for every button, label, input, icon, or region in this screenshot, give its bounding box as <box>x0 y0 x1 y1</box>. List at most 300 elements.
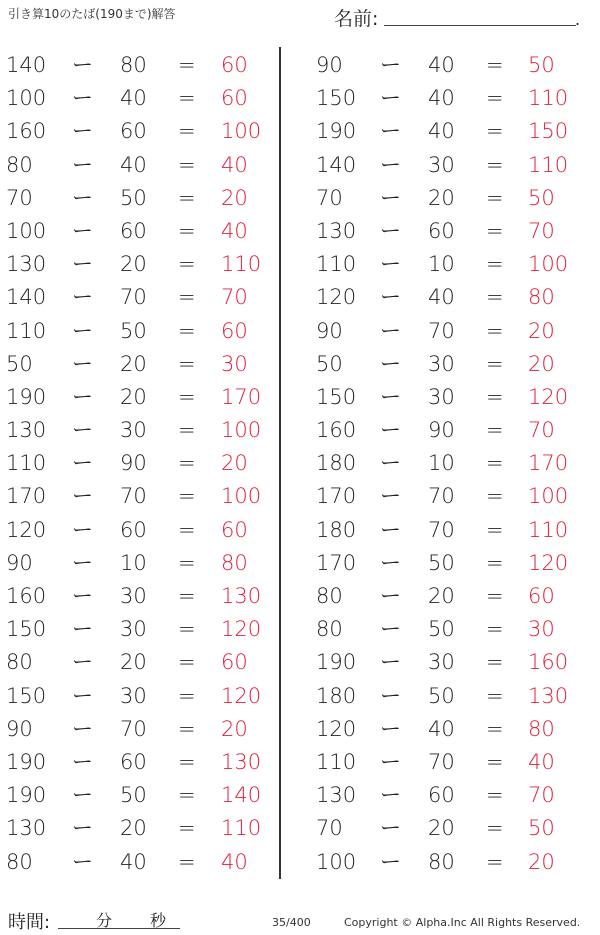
minuend: 80 <box>316 584 343 608</box>
minus-sign: ー <box>380 86 401 111</box>
minus-sign: ー <box>380 617 401 642</box>
answer: 110 <box>528 86 569 111</box>
problem-row <box>0 845 290 878</box>
subtrahend: 30 <box>120 617 147 642</box>
problem-row <box>0 380 290 413</box>
answer: 60 <box>221 517 248 542</box>
answer: 110 <box>528 152 569 177</box>
answer: 50 <box>528 816 555 841</box>
answer: 50 <box>528 185 555 210</box>
answer: 40 <box>528 749 555 774</box>
subtrahend: 30 <box>428 384 455 409</box>
minuend: 170 <box>316 550 357 575</box>
minus-sign: ー <box>72 517 93 542</box>
subtrahend: 50 <box>428 683 455 708</box>
minus-sign: ー <box>380 218 401 243</box>
subtrahend: 20 <box>428 584 455 608</box>
minuend: 90 <box>6 716 33 741</box>
minus-sign: ー <box>380 550 401 575</box>
minuend: 190 <box>316 650 357 675</box>
answer: 130 <box>221 749 262 774</box>
answer: 20 <box>528 849 555 874</box>
problems-right-column <box>300 48 590 878</box>
minuend: 90 <box>316 53 343 77</box>
minus-sign: ー <box>72 783 93 808</box>
equals-sign: = <box>486 218 504 243</box>
subtrahend: 10 <box>120 550 147 575</box>
equals-sign: = <box>178 152 196 177</box>
page-number: 35/400 <box>272 916 311 929</box>
minuend: 140 <box>316 152 357 177</box>
answer: 20 <box>528 318 555 343</box>
subtrahend: 30 <box>428 152 455 177</box>
subtrahend: 50 <box>428 550 455 575</box>
minuend: 110 <box>316 252 357 277</box>
minuend: 150 <box>316 384 357 409</box>
answer: 100 <box>221 484 262 509</box>
minus-sign: ー <box>380 683 401 708</box>
equals-sign: = <box>486 550 504 575</box>
subtrahend: 20 <box>120 384 147 409</box>
minuend: 130 <box>6 252 47 277</box>
problem-row <box>0 745 290 778</box>
problem-row <box>0 148 290 181</box>
equals-sign: = <box>486 86 504 111</box>
answer: 110 <box>528 517 569 542</box>
minuend: 160 <box>6 584 47 608</box>
problem-row <box>300 579 590 612</box>
equals-sign: = <box>178 451 196 476</box>
problem-row <box>300 612 590 645</box>
subtrahend: 60 <box>428 218 455 243</box>
subtrahend: 90 <box>428 418 455 443</box>
answer: 20 <box>221 185 248 210</box>
column-divider <box>279 47 281 879</box>
worksheet-title: 引き算10のたば(190まで)解答 <box>8 7 176 21</box>
problem-row <box>0 81 290 114</box>
problem-row <box>0 579 290 612</box>
problem-row <box>300 114 590 147</box>
equals-sign: = <box>486 816 504 841</box>
minuend: 110 <box>6 451 47 476</box>
problem-row <box>300 247 590 280</box>
minuend: 160 <box>6 119 47 144</box>
subtrahend: 60 <box>428 783 455 808</box>
problem-row <box>0 679 290 712</box>
subtrahend: 60 <box>120 119 147 144</box>
equals-sign: = <box>178 185 196 210</box>
equals-sign: = <box>178 683 196 708</box>
equals-sign: = <box>486 484 504 509</box>
minus-sign: ー <box>380 318 401 343</box>
minuend: 120 <box>6 517 47 542</box>
answer: 50 <box>528 53 555 77</box>
problem-row <box>300 513 590 546</box>
subtrahend: 70 <box>428 318 455 343</box>
minus-sign: ー <box>72 351 93 376</box>
minus-sign: ー <box>380 152 401 177</box>
minuend: 180 <box>316 517 357 542</box>
subtrahend: 70 <box>428 484 455 509</box>
subtrahend: 70 <box>120 285 147 310</box>
minus-sign: ー <box>380 849 401 874</box>
problem-row <box>0 314 290 347</box>
equals-sign: = <box>178 86 196 111</box>
answer: 40 <box>221 218 248 243</box>
minuend: 70 <box>316 816 343 841</box>
equals-sign: = <box>486 318 504 343</box>
subtrahend: 10 <box>428 252 455 277</box>
minuend: 80 <box>6 152 33 177</box>
answer: 20 <box>528 351 555 376</box>
minuend: 120 <box>316 716 357 741</box>
subtrahend: 20 <box>120 650 147 675</box>
answer: 40 <box>221 849 248 874</box>
seconds-label: 秒 <box>150 911 167 930</box>
minus-sign: ー <box>72 550 93 575</box>
minus-sign: ー <box>380 53 401 77</box>
answer: 70 <box>528 418 555 443</box>
minus-sign: ー <box>72 617 93 642</box>
answer: 100 <box>528 484 569 509</box>
minus-sign: ー <box>380 252 401 277</box>
problem-row <box>300 745 590 778</box>
minus-sign: ー <box>380 783 401 808</box>
problem-row <box>300 380 590 413</box>
answer: 100 <box>528 252 569 277</box>
minus-sign: ー <box>72 683 93 708</box>
minuend: 180 <box>316 683 357 708</box>
minus-sign: ー <box>380 517 401 542</box>
minus-sign: ー <box>72 285 93 310</box>
minuend: 90 <box>6 550 33 575</box>
equals-sign: = <box>486 783 504 808</box>
minus-sign: ー <box>72 749 93 774</box>
minus-sign: ー <box>380 384 401 409</box>
minuend: 160 <box>316 418 357 443</box>
equals-sign: = <box>178 384 196 409</box>
equals-sign: = <box>486 749 504 774</box>
problem-row <box>0 48 290 81</box>
equals-sign: = <box>486 53 504 77</box>
minus-sign: ー <box>72 152 93 177</box>
name-field-line[interactable] <box>384 25 576 26</box>
equals-sign: = <box>486 351 504 376</box>
time-label: 時間: <box>8 912 51 933</box>
minus-sign: ー <box>72 816 93 841</box>
answer: 130 <box>528 683 569 708</box>
minuend: 190 <box>6 384 47 409</box>
answer: 60 <box>221 650 248 675</box>
equals-sign: = <box>178 650 196 675</box>
equals-sign: = <box>486 617 504 642</box>
subtrahend: 30 <box>120 418 147 443</box>
answer: 60 <box>221 318 248 343</box>
subtrahend: 70 <box>120 716 147 741</box>
subtrahend: 30 <box>120 683 147 708</box>
answer: 100 <box>221 119 262 144</box>
minuend: 130 <box>6 418 47 443</box>
problem-row <box>300 48 590 81</box>
problem-row <box>0 114 290 147</box>
answer: 160 <box>528 650 569 675</box>
answer: 80 <box>528 716 555 741</box>
minuend: 190 <box>6 749 47 774</box>
minuend: 90 <box>316 318 343 343</box>
equals-sign: = <box>178 119 196 144</box>
answer: 100 <box>221 418 262 443</box>
equals-sign: = <box>486 252 504 277</box>
minus-sign: ー <box>72 53 93 77</box>
answer: 80 <box>528 285 555 310</box>
equals-sign: = <box>178 716 196 741</box>
problem-row <box>300 645 590 678</box>
answer: 110 <box>221 816 262 841</box>
minus-sign: ー <box>380 816 401 841</box>
minus-sign: ー <box>72 318 93 343</box>
minus-sign: ー <box>72 185 93 210</box>
minus-sign: ー <box>72 218 93 243</box>
subtrahend: 60 <box>120 218 147 243</box>
minus-sign: ー <box>72 418 93 443</box>
answer: 20 <box>221 716 248 741</box>
minus-sign: ー <box>72 252 93 277</box>
minus-sign: ー <box>380 650 401 675</box>
answer: 120 <box>528 550 569 575</box>
subtrahend: 40 <box>428 86 455 111</box>
minus-sign: ー <box>72 650 93 675</box>
answer: 60 <box>221 53 248 77</box>
equals-sign: = <box>486 152 504 177</box>
subtrahend: 30 <box>428 650 455 675</box>
problem-row <box>300 314 590 347</box>
answer: 130 <box>221 584 262 608</box>
answer: 70 <box>528 783 555 808</box>
minuend: 80 <box>316 617 343 642</box>
minuend: 120 <box>316 285 357 310</box>
answer: 120 <box>528 384 569 409</box>
equals-sign: = <box>178 749 196 774</box>
subtrahend: 40 <box>428 53 455 77</box>
equals-sign: = <box>178 517 196 542</box>
equals-sign: = <box>486 185 504 210</box>
equals-sign: = <box>178 849 196 874</box>
subtrahend: 40 <box>120 152 147 177</box>
equals-sign: = <box>486 517 504 542</box>
subtrahend: 60 <box>120 517 147 542</box>
problem-row <box>300 446 590 479</box>
subtrahend: 90 <box>120 451 147 476</box>
problem-row <box>300 413 590 446</box>
minuend: 140 <box>6 285 47 310</box>
problem-row <box>0 247 290 280</box>
problem-row <box>0 347 290 380</box>
equals-sign: = <box>486 119 504 144</box>
subtrahend: 20 <box>120 816 147 841</box>
problem-row <box>0 811 290 844</box>
problem-row <box>300 148 590 181</box>
equals-sign: = <box>178 617 196 642</box>
equals-sign: = <box>178 484 196 509</box>
equals-sign: = <box>178 816 196 841</box>
subtrahend: 10 <box>428 451 455 476</box>
problem-row <box>0 513 290 546</box>
problem-row <box>300 347 590 380</box>
subtrahend: 20 <box>120 252 147 277</box>
equals-sign: = <box>486 285 504 310</box>
answer: 70 <box>221 285 248 310</box>
equals-sign: = <box>486 384 504 409</box>
answer: 150 <box>528 119 569 144</box>
minuend: 150 <box>316 86 357 111</box>
subtrahend: 40 <box>428 285 455 310</box>
name-label: 名前: <box>334 8 379 30</box>
subtrahend: 40 <box>428 716 455 741</box>
minuend: 80 <box>6 849 33 874</box>
minuend: 130 <box>6 816 47 841</box>
minuend: 100 <box>6 218 47 243</box>
subtrahend: 30 <box>120 584 147 608</box>
problem-row <box>0 446 290 479</box>
answer: 80 <box>221 550 248 575</box>
minus-sign: ー <box>380 749 401 774</box>
problems-left-column <box>0 48 290 878</box>
minuend: 130 <box>316 783 357 808</box>
equals-sign: = <box>178 550 196 575</box>
problem-row <box>0 413 290 446</box>
problem-row <box>300 214 590 247</box>
minus-sign: ー <box>72 384 93 409</box>
minuend: 190 <box>6 783 47 808</box>
equals-sign: = <box>178 53 196 77</box>
name-line-dot: . <box>575 10 581 29</box>
answer: 20 <box>221 451 248 476</box>
minuend: 70 <box>316 185 343 210</box>
answer: 70 <box>528 218 555 243</box>
problem-row <box>0 645 290 678</box>
minus-sign: ー <box>380 119 401 144</box>
minuend: 130 <box>316 218 357 243</box>
problem-row <box>0 546 290 579</box>
minus-sign: ー <box>380 185 401 210</box>
subtrahend: 20 <box>120 351 147 376</box>
minuend: 170 <box>316 484 357 509</box>
answer: 60 <box>221 86 248 111</box>
subtrahend: 20 <box>428 185 455 210</box>
minuend: 80 <box>6 650 33 675</box>
equals-sign: = <box>178 318 196 343</box>
subtrahend: 70 <box>428 749 455 774</box>
minuend: 190 <box>316 119 357 144</box>
answer: 120 <box>221 683 262 708</box>
answer: 30 <box>221 351 248 376</box>
minuend: 150 <box>6 683 47 708</box>
equals-sign: = <box>178 285 196 310</box>
equals-sign: = <box>178 584 196 608</box>
subtrahend: 40 <box>120 849 147 874</box>
minus-sign: ー <box>72 451 93 476</box>
subtrahend: 50 <box>120 783 147 808</box>
minuend: 100 <box>316 849 357 874</box>
minus-sign: ー <box>380 418 401 443</box>
equals-sign: = <box>486 451 504 476</box>
problem-row <box>0 712 290 745</box>
answer: 120 <box>221 617 262 642</box>
equals-sign: = <box>178 783 196 808</box>
equals-sign: = <box>486 683 504 708</box>
subtrahend: 30 <box>428 351 455 376</box>
problem-row <box>0 612 290 645</box>
equals-sign: = <box>178 218 196 243</box>
minuend: 100 <box>6 86 47 111</box>
minus-sign: ー <box>72 119 93 144</box>
subtrahend: 80 <box>428 849 455 874</box>
problem-row <box>300 679 590 712</box>
minuend: 180 <box>316 451 357 476</box>
equals-sign: = <box>486 716 504 741</box>
minuend: 150 <box>6 617 47 642</box>
minuend: 170 <box>6 484 47 509</box>
answer: 110 <box>221 252 262 277</box>
answer: 140 <box>221 783 262 808</box>
minus-sign: ー <box>72 716 93 741</box>
subtrahend: 20 <box>428 816 455 841</box>
problem-row <box>300 712 590 745</box>
equals-sign: = <box>178 418 196 443</box>
minus-sign: ー <box>380 451 401 476</box>
subtrahend: 50 <box>428 617 455 642</box>
problem-row <box>0 479 290 512</box>
answer: 40 <box>221 152 248 177</box>
problem-row <box>300 845 590 878</box>
minus-sign: ー <box>72 849 93 874</box>
minus-sign: ー <box>380 584 401 608</box>
subtrahend: 70 <box>428 517 455 542</box>
minuend: 140 <box>6 53 47 77</box>
minus-sign: ー <box>380 285 401 310</box>
minuend: 50 <box>316 351 343 376</box>
subtrahend: 60 <box>120 749 147 774</box>
problem-row <box>300 479 590 512</box>
minus-sign: ー <box>72 86 93 111</box>
answer: 170 <box>221 384 262 409</box>
subtrahend: 80 <box>120 53 147 77</box>
equals-sign: = <box>178 252 196 277</box>
problem-row <box>0 778 290 811</box>
minus-sign: ー <box>380 484 401 509</box>
problem-row <box>300 778 590 811</box>
problem-row <box>300 81 590 114</box>
equals-sign: = <box>486 650 504 675</box>
minus-sign: ー <box>380 351 401 376</box>
subtrahend: 40 <box>120 86 147 111</box>
problem-row <box>0 214 290 247</box>
problem-row <box>300 181 590 214</box>
equals-sign: = <box>486 849 504 874</box>
minus-sign: ー <box>72 484 93 509</box>
subtrahend: 70 <box>120 484 147 509</box>
equals-sign: = <box>486 584 504 608</box>
problem-row <box>300 546 590 579</box>
answer: 60 <box>528 584 555 608</box>
minutes-label: 分 <box>96 911 113 930</box>
subtrahend: 40 <box>428 119 455 144</box>
copyright-notice: Copyright © Alpha.Inc All Rights Reserved. <box>344 916 581 929</box>
minus-sign: ー <box>72 584 93 608</box>
answer: 170 <box>528 451 569 476</box>
minus-sign: ー <box>380 716 401 741</box>
problem-row <box>300 280 590 313</box>
